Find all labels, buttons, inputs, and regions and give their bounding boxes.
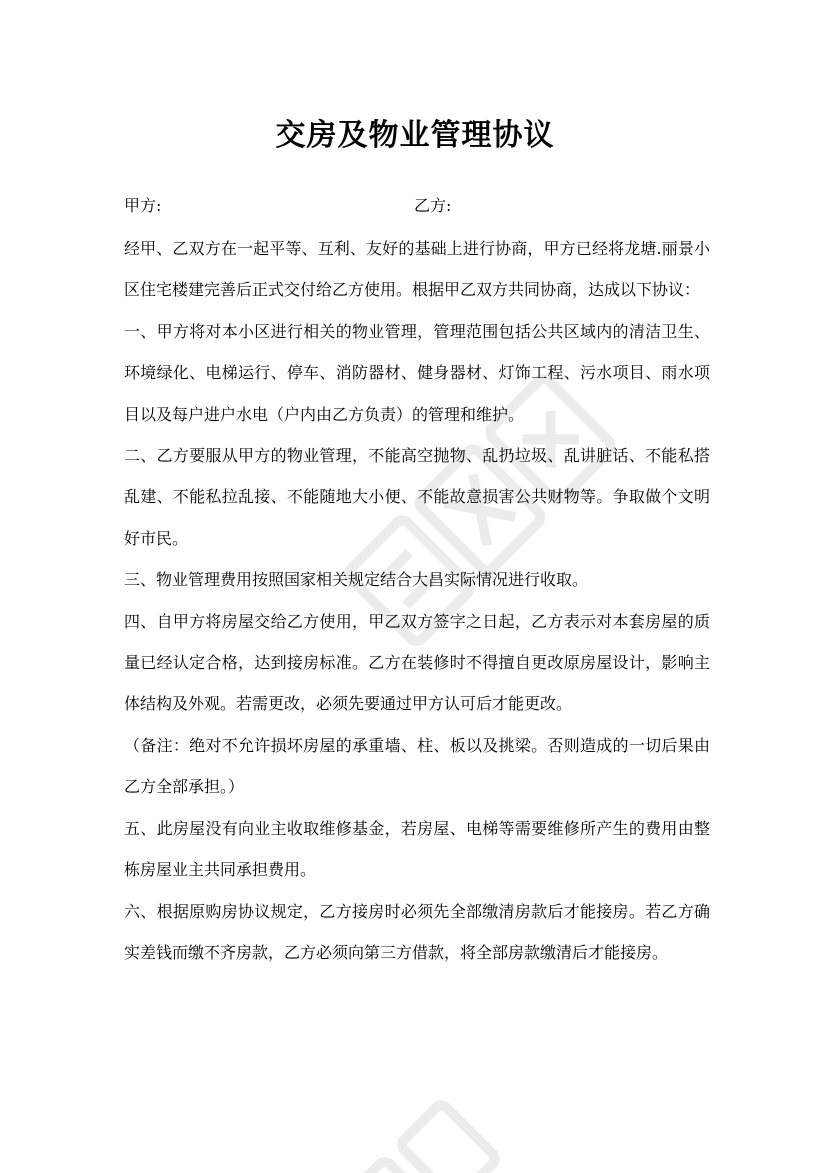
paragraph-clause-6: 六、根据原购房协议规定，乙方接房时必须先全部缴清房款后才能接房。若乙方确实差钱而缴不齐房款，乙方必须向第三方借款，将全部房款缴清后才能接房。 [124,901,710,962]
paragraph-clause-2: 二、乙方要服从甲方的物业管理，不能高空抛物、乱扔垃圾、乱讲脏话、不能私搭乱建、不能私拉乱接、不能随地大小便、不能故意损害公共财物等。争取做个文明好市民。 [124,446,710,548]
agreement-body [124,228,710,973]
paragraph-clause-1: 一、甲方将对本小区进行相关的物业管理，管理范围包括公共区域内的清洁卫生、环境绿化、电梯运行、停车、消防器材、健身器材、灯饰工程、污水项目、雨水项目以及每户进户水电（户内由乙方负责）的管理和维护。 [124,321,710,424]
paragraph-clause-3: 三、物业管理费用按照国家相关规定结合大昌实际情况进行收取。 [124,570,589,590]
parties-row [124,190,724,222]
watermark-fragment-icon [320,1080,520,1173]
document-title: 交房及物业管理协议 [275,118,555,153]
paragraph-clause-4: 四、自甲方将房屋交给乙方使用，甲乙双方签字之日起，乙方表示对本套房屋的质量已经认定合格，达到接房标准。乙方在装修时不得擅自更改原房屋设计，影响主体结构及外观。若需更改，必须先要通过甲方认可后才能更改。 [124,611,710,714]
paragraph-clause-5: 五、此房屋没有向业主收取维修基金，若房屋、电梯等需要维修所产生的费用由整栋房屋业主共同承担费用。 [124,818,710,880]
paragraph-note: （备注：绝对不允许损坏房屋的承重墙、柱、板以及挑梁。否则造成的一切后果由乙方全部承担。） [124,735,710,797]
paragraph-intro: 经甲、乙双方在一起平等、互利、友好的基础上进行协商，甲方已经将龙塘.丽景小区住宅楼建完善后正式交付给乙方使用。根据甲乙双方共同协商，达成以下协议： [124,239,710,300]
party-a-label: 甲方: [124,196,162,215]
party-b-label: 乙方: [414,196,452,215]
